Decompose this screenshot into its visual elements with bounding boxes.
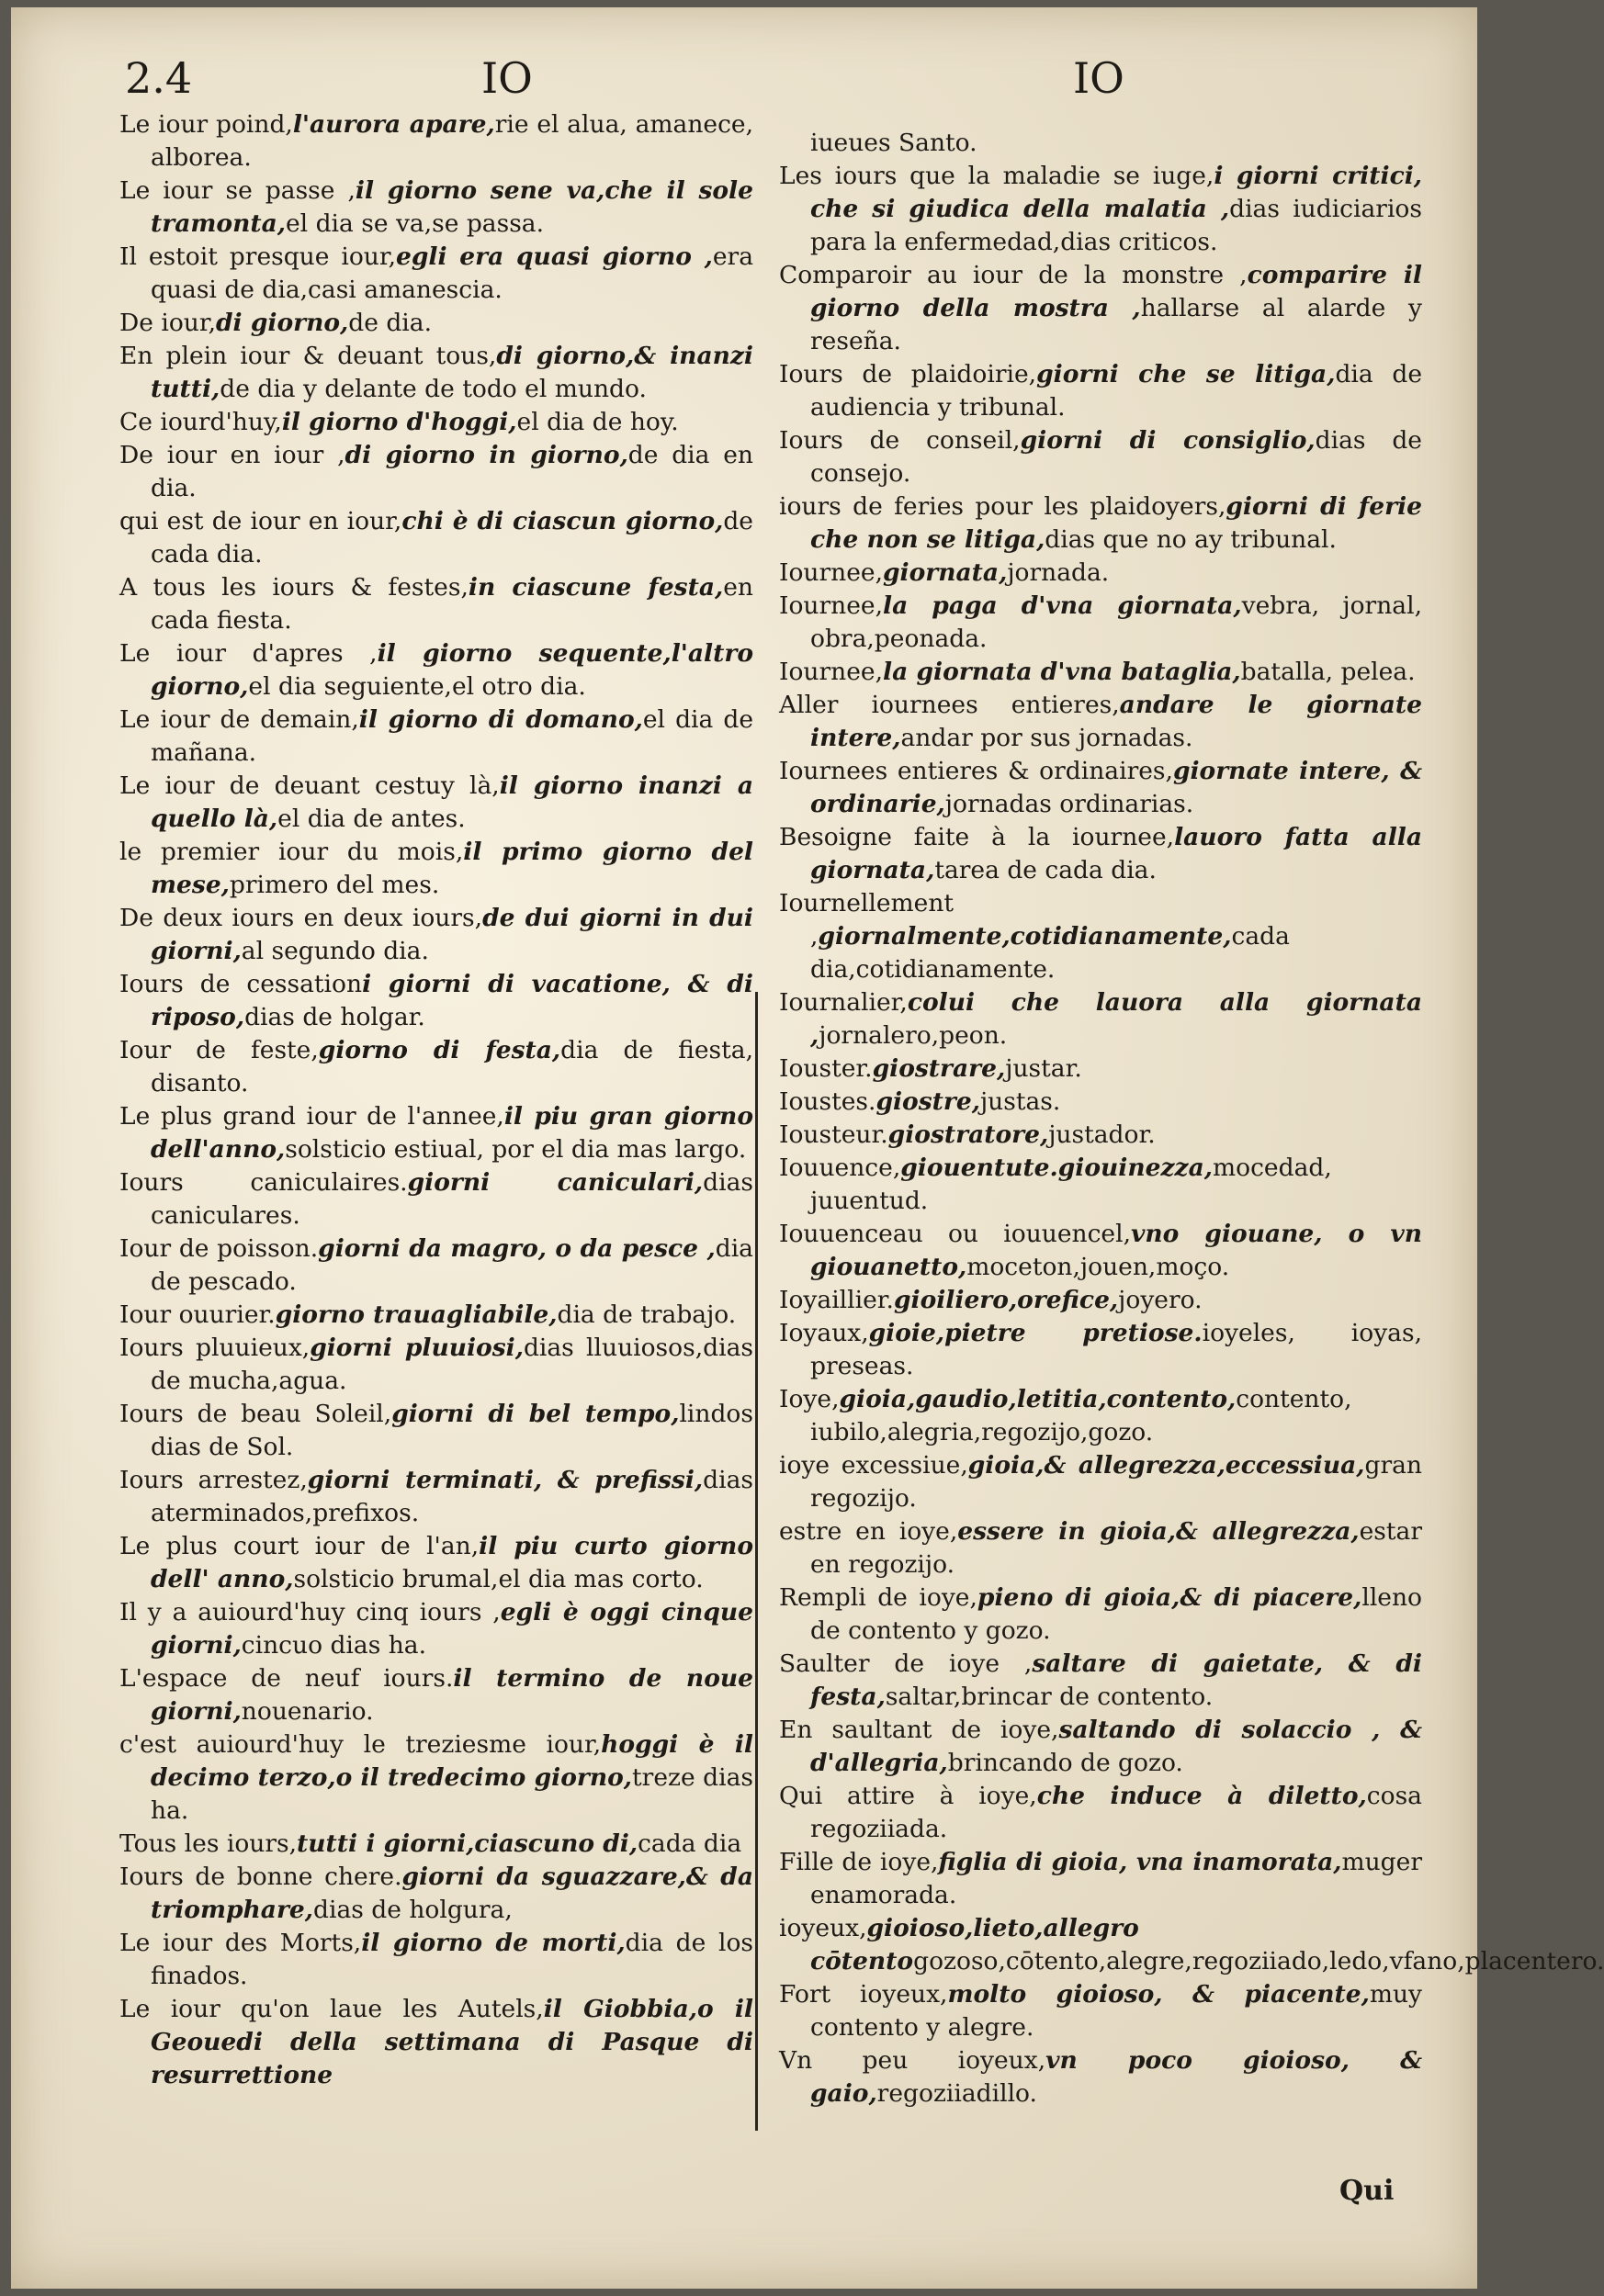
left-running-head: IO bbox=[481, 53, 533, 103]
italian-term: la paga d'vna giornata, bbox=[883, 591, 1242, 620]
french-term: Le iour d'apres , bbox=[119, 639, 378, 668]
italian-term: andare le giornate intere, bbox=[810, 691, 1422, 752]
spanish-term: dia de trabajo. bbox=[557, 1300, 737, 1329]
italian-term: i giorni di vacatione, & di riposo, bbox=[151, 970, 753, 1031]
italian-term: saltando di solaccio , & d'allegria, bbox=[810, 1716, 1422, 1777]
spanish-term: dias de holgura, bbox=[313, 1896, 513, 1924]
dictionary-entry bbox=[779, 1052, 1422, 1086]
dictionary-entry bbox=[779, 1515, 1422, 1581]
spanish-term: el dia de hoy. bbox=[516, 408, 679, 436]
dictionary-entry bbox=[779, 590, 1422, 656]
italian-term: l'aurora apare, bbox=[292, 110, 495, 139]
italian-term: saltare di gaietate, & di festa, bbox=[810, 1649, 1423, 1711]
french-term: Les iours que la maladie se iuge, bbox=[779, 162, 1214, 190]
dictionary-entry bbox=[779, 1978, 1422, 2044]
spanish-term: ioyeles, ioyas, preseas. bbox=[810, 1319, 1422, 1380]
dictionary-entry bbox=[119, 1861, 753, 1927]
dictionary-entry bbox=[779, 127, 1422, 160]
italian-term: giornate intere, & ordinarie, bbox=[810, 757, 1422, 818]
italian-term: il Giobbia,o il Geouedi della settimana di Pasque di resurrettione bbox=[151, 1995, 754, 2089]
spanish-term: de dia en dia. bbox=[151, 441, 753, 502]
spanish-term: gran regozijo. bbox=[810, 1451, 1422, 1513]
dictionary-entry bbox=[779, 1449, 1422, 1515]
french-term: A tous les iours & festes, bbox=[119, 573, 469, 602]
french-term: Iours de plaidoirie, bbox=[779, 360, 1037, 388]
spanish-term: dias caniculares. bbox=[151, 1168, 753, 1230]
spanish-term: solsticio estiual, por el dia mas largo. bbox=[285, 1135, 747, 1164]
spanish-term: dias aterminados,prefixos. bbox=[151, 1466, 753, 1527]
dictionary-entry bbox=[779, 1714, 1422, 1780]
spanish-term: dias lluuiosos,dias de mucha,agua. bbox=[151, 1334, 753, 1395]
french-term: Le iour poind, bbox=[119, 110, 293, 139]
right-column bbox=[779, 127, 1604, 2110]
french-term: Le iour qu'on laue les Autels, bbox=[119, 1995, 544, 2023]
french-term: Iours pluuieux, bbox=[119, 1334, 311, 1362]
french-term: Vn peu ioyeux, bbox=[779, 2046, 1046, 2075]
italian-term: de dui giorni in dui giorni, bbox=[151, 904, 753, 965]
italian-term: vno giouane, o vn giouanetto, bbox=[810, 1220, 1422, 1281]
right-running-head: IO bbox=[1073, 53, 1124, 103]
spanish-term: jornadas ordinarias. bbox=[944, 790, 1194, 818]
french-term: Iousteur. bbox=[779, 1120, 888, 1149]
french-term: estre en ioye, bbox=[779, 1517, 958, 1546]
french-term: De deux iours en deux iours, bbox=[119, 904, 483, 932]
french-term: Besoigne faite à la iournee, bbox=[779, 823, 1175, 851]
spanish-term: muy contento y alegre. bbox=[810, 1980, 1422, 2042]
dictionary-entry bbox=[779, 1317, 1422, 1383]
dictionary-entry bbox=[779, 1086, 1422, 1119]
french-term: De iour, bbox=[119, 309, 217, 337]
dictionary-entry bbox=[119, 1993, 753, 2092]
italian-term: che induce à diletto, bbox=[1036, 1782, 1367, 1810]
italian-term: giorni da sguazzare,& da triomphare, bbox=[151, 1863, 753, 1924]
french-term: Iour de poisson. bbox=[119, 1234, 319, 1263]
french-term: Ioyaux, bbox=[779, 1319, 869, 1347]
dictionary-entry bbox=[119, 1662, 753, 1728]
dictionary-entry bbox=[779, 557, 1422, 590]
spanish-term: jornalero,peon. bbox=[819, 1021, 1008, 1050]
dictionary-entry bbox=[779, 1152, 1422, 1218]
dictionary-entry bbox=[779, 1912, 1604, 1978]
spanish-term: dia de audiencia y tribunal. bbox=[810, 360, 1423, 422]
french-term: Iour ouurier. bbox=[119, 1300, 276, 1329]
italian-term: essere in gioia,& allegrezza, bbox=[957, 1517, 1360, 1546]
french-term: Le plus grand iour de l'annee, bbox=[119, 1102, 504, 1131]
italian-term: tutti i giorni,ciascuno di, bbox=[297, 1829, 638, 1858]
dictionary-entry bbox=[119, 1728, 753, 1828]
french-term: En plein iour & deuant tous, bbox=[119, 342, 497, 370]
dictionary-entry bbox=[119, 1034, 753, 1100]
french-term: Iours arrestez, bbox=[119, 1466, 308, 1494]
italian-term: giorni di ferie che non se litiga, bbox=[810, 492, 1422, 554]
column-rule bbox=[755, 992, 758, 2131]
dictionary-entry bbox=[779, 490, 1422, 557]
french-term: Le iour des Morts, bbox=[119, 1929, 362, 1957]
italian-term: lauoro fatta alla giornata, bbox=[810, 823, 1423, 884]
spanish-term: batalla, pelea. bbox=[1240, 658, 1416, 686]
dictionary-entry bbox=[119, 1530, 753, 1596]
spanish-term: dias que no ay tribunal. bbox=[1045, 525, 1337, 554]
italian-term: il giorno sene va,che il sole tramonta, bbox=[151, 176, 753, 238]
french-term: Iournees entieres & ordinaires, bbox=[779, 757, 1173, 785]
dictionary-entry bbox=[119, 1596, 753, 1662]
dictionary-entry bbox=[119, 770, 753, 836]
french-term: Iours de conseil, bbox=[779, 426, 1021, 455]
italian-term: giorni terminati, & prefissi, bbox=[307, 1466, 704, 1494]
dictionary-entry bbox=[119, 1299, 753, 1332]
italian-term: giouentute.giouinezza, bbox=[900, 1154, 1213, 1182]
french-term: Fort ioyeux, bbox=[779, 1980, 948, 2009]
spanish-term: lleno de contento y gozo. bbox=[810, 1583, 1423, 1645]
french-term: Saulter de ioye , bbox=[779, 1649, 1033, 1678]
french-term: L'espace de neuf iours. bbox=[119, 1664, 454, 1693]
dictionary-entry bbox=[119, 1232, 753, 1299]
italian-term: il giorno d'hoggi, bbox=[281, 408, 517, 436]
dictionary-entry bbox=[779, 821, 1422, 887]
dictionary-entry bbox=[119, 241, 753, 307]
spanish-term: era quasi de dia,casi amanescia. bbox=[151, 242, 753, 304]
dictionary-entry bbox=[119, 1464, 753, 1530]
french-term: Le iour se passe , bbox=[119, 176, 356, 205]
french-term: Rempli de ioye, bbox=[779, 1583, 977, 1612]
italian-term: chi è di ciascun giorno, bbox=[401, 507, 724, 535]
spanish-term: hallarse al alarde y reseña. bbox=[810, 294, 1422, 355]
italian-term: colui che lauora alla giornata , bbox=[810, 988, 1422, 1050]
dictionary-entry bbox=[779, 424, 1422, 490]
italian-term: egli è oggi cinque giorni, bbox=[151, 1598, 753, 1660]
dictionary-entry bbox=[119, 1100, 753, 1166]
italian-term: figlia di gioia, vna inamorata, bbox=[938, 1848, 1342, 1876]
italian-term: giorni caniculari, bbox=[407, 1168, 704, 1197]
dictionary-entry bbox=[119, 340, 753, 406]
italian-term: il giorno inanzi a quello là, bbox=[151, 771, 753, 833]
dictionary-entry bbox=[119, 108, 753, 174]
italian-term: giorno di festa, bbox=[318, 1036, 561, 1064]
french-term: Iournalier, bbox=[779, 988, 908, 1017]
spanish-term: moceton,jouen,moço. bbox=[966, 1253, 1230, 1281]
french-term: ioyeux, bbox=[779, 1914, 867, 1942]
italian-term: molto gioioso, & piacente, bbox=[947, 1980, 1370, 2009]
italian-term: di giorno in giorno, bbox=[345, 441, 628, 469]
french-term: Le plus court iour de l'an, bbox=[119, 1532, 480, 1560]
dictionary-entry bbox=[119, 174, 753, 241]
italian-term: di giorno,& inanzi tutti, bbox=[151, 342, 753, 403]
spanish-term: nouenario. bbox=[241, 1697, 374, 1726]
italian-term: giorni pluuiosi, bbox=[310, 1334, 524, 1362]
french-term: Il estoit presque iour, bbox=[119, 242, 397, 271]
spanish-term: de cada dia. bbox=[151, 507, 753, 568]
french-term: Fille de ioye, bbox=[779, 1848, 939, 1876]
spanish-term: iueues Santo. bbox=[810, 129, 977, 157]
italian-term: giorno trauagliabile, bbox=[275, 1300, 558, 1329]
italian-term: il primo giorno del mese, bbox=[151, 838, 753, 899]
french-term: Ioye, bbox=[779, 1385, 840, 1413]
italian-term: il giorno sequente,l'altro giorno, bbox=[151, 639, 753, 701]
dictionary-entry bbox=[779, 656, 1422, 689]
italian-term: giorni di consiglio, bbox=[1020, 426, 1316, 455]
dictionary-entry bbox=[779, 887, 1422, 986]
spanish-term: lindos dias de Sol. bbox=[151, 1400, 753, 1461]
dictionary-entry bbox=[779, 2044, 1422, 2110]
spanish-term: vebra, jornal, obra,peonada. bbox=[810, 591, 1422, 653]
french-term: Le iour de demain, bbox=[119, 705, 359, 734]
italian-term: hoggi è il decimo terzo,o il tredecimo giorno, bbox=[151, 1730, 753, 1792]
spanish-term: el dia de antes. bbox=[277, 805, 466, 833]
spanish-term: solsticio brumal,el dia mas corto. bbox=[293, 1565, 704, 1593]
french-term: Ce iourd'huy, bbox=[119, 408, 282, 436]
french-term: Il y a auiourd'huy cinq iours , bbox=[119, 1598, 501, 1626]
italian-term: gioioso,lieto,allegro cōtento bbox=[810, 1914, 1139, 1975]
french-term: Iournellement , bbox=[779, 889, 954, 951]
french-term: Comparoir au iour de la monstre , bbox=[779, 261, 1248, 289]
italian-term: il termino de noue giorni, bbox=[151, 1664, 753, 1726]
spanish-term: dias iudiciarios para la enfermedad,dias criticos. bbox=[810, 195, 1422, 256]
dictionary-entry bbox=[779, 689, 1422, 755]
spanish-term: cada dia bbox=[638, 1829, 742, 1858]
dictionary-entry bbox=[779, 986, 1422, 1052]
spanish-term: justador. bbox=[1048, 1120, 1156, 1149]
italian-term: giorni che se litiga, bbox=[1036, 360, 1336, 388]
catchword: Qui bbox=[1339, 2175, 1395, 2207]
spanish-term: regoziiadillo. bbox=[876, 2079, 1037, 2108]
italian-term: il piu gran giorno dell'anno, bbox=[151, 1102, 753, 1164]
dictionary-entry bbox=[779, 160, 1422, 259]
french-term: Iournee, bbox=[779, 558, 884, 587]
french-term: ioye excessiue, bbox=[779, 1451, 968, 1480]
spanish-term: primero del mes. bbox=[229, 871, 440, 899]
french-term: Iournee, bbox=[779, 591, 884, 620]
french-term: Iours de beau Soleil, bbox=[119, 1400, 392, 1428]
spanish-term: dias de holgar. bbox=[244, 1003, 425, 1031]
dictionary-entry bbox=[779, 358, 1422, 424]
spanish-term: de dia. bbox=[348, 309, 432, 337]
dictionary-entry bbox=[119, 406, 753, 439]
italian-term: giornalmente,cotidianamente, bbox=[818, 922, 1232, 951]
italian-term: giostrare, bbox=[872, 1054, 1006, 1083]
spanish-term: saltar,brincar de contento. bbox=[885, 1683, 1214, 1711]
italian-term: il giorno de morti, bbox=[361, 1929, 626, 1957]
dictionary-entry bbox=[119, 1332, 753, 1398]
dictionary-entry bbox=[779, 1218, 1422, 1284]
italian-term: il giorno di domano, bbox=[358, 705, 643, 734]
spanish-term: justar. bbox=[1005, 1054, 1082, 1083]
french-term: le premier iour du mois, bbox=[119, 838, 464, 866]
french-term: Ioustes. bbox=[779, 1087, 876, 1116]
spanish-term: de dia y delante de todo el mundo. bbox=[220, 375, 647, 403]
spanish-term: joyero. bbox=[1118, 1286, 1203, 1314]
italian-term: egli era quasi giorno , bbox=[396, 242, 713, 271]
spanish-term: el dia seguiente,el otro dia. bbox=[248, 672, 586, 701]
dictionary-entry bbox=[779, 259, 1422, 358]
italian-term: il piu curto giorno dell' anno, bbox=[151, 1532, 753, 1593]
italian-term: giornata, bbox=[883, 558, 1008, 587]
spanish-term: el dia se va,se passa. bbox=[286, 209, 545, 238]
french-term: Le iour de deuant cestuy là, bbox=[119, 771, 500, 800]
spanish-term: treze dias ha. bbox=[151, 1763, 753, 1825]
french-term: Aller iournees entieres, bbox=[779, 691, 1120, 719]
italian-term: vn poco gioioso, & gaio, bbox=[810, 2046, 1422, 2108]
left-column bbox=[119, 108, 753, 2092]
dictionary-entry bbox=[779, 755, 1422, 821]
dictionary-entry bbox=[779, 1846, 1422, 1912]
spanish-term: jornada. bbox=[1007, 558, 1110, 587]
spanish-term: cada dia,cotidianamente. bbox=[810, 922, 1290, 984]
italian-term: gioia,gaudio,letitia,contento, bbox=[839, 1385, 1237, 1413]
spanish-term: contento, iubilo,alegria,regozijo,gozo. bbox=[810, 1385, 1352, 1446]
french-term: En saultant de ioye, bbox=[779, 1716, 1059, 1744]
italian-term: giorni da magro, o da pesce , bbox=[318, 1234, 716, 1263]
french-term: Iournee, bbox=[779, 658, 884, 686]
french-term: Iours de bonne chere. bbox=[119, 1863, 402, 1891]
dictionary-entry bbox=[119, 836, 753, 902]
spanish-term: cincuo dias ha. bbox=[241, 1631, 427, 1660]
italian-term: gioie,pietre pretiose. bbox=[868, 1319, 1203, 1347]
french-term: qui est de iour en iour, bbox=[119, 507, 402, 535]
dictionary-entry bbox=[119, 1828, 753, 1861]
dictionary-entry bbox=[779, 1780, 1422, 1846]
spanish-term: rie el alua, amanece, alborea. bbox=[151, 110, 754, 172]
dictionary-entry bbox=[779, 1648, 1422, 1714]
dictionary-entry bbox=[119, 1927, 753, 1993]
french-term: Iour de feste, bbox=[119, 1036, 319, 1064]
french-term: Iours caniculaires. bbox=[119, 1168, 408, 1197]
french-term: Iouster. bbox=[779, 1054, 873, 1083]
dictionary-entry bbox=[779, 1581, 1422, 1648]
italian-term: giorni di bel tempo, bbox=[391, 1400, 680, 1428]
dictionary-entry bbox=[119, 1166, 753, 1232]
dictionary-entry bbox=[119, 571, 753, 637]
spanish-term: dia de los finados. bbox=[151, 1929, 753, 1990]
spanish-term: andar por sus jornadas. bbox=[900, 724, 1193, 752]
french-term: Tous les iours, bbox=[119, 1829, 298, 1858]
french-term: Qui attire à ioye, bbox=[779, 1782, 1037, 1810]
italian-term: giostre, bbox=[875, 1087, 980, 1116]
french-term: iours de feries pour les plaidoyers, bbox=[779, 492, 1226, 521]
french-term: Iouuence, bbox=[779, 1154, 901, 1182]
spanish-term: estar en regozijo. bbox=[810, 1517, 1423, 1579]
french-term: c'est auiourd'huy le treziesme iour, bbox=[119, 1730, 602, 1759]
italian-term: giostratore, bbox=[887, 1120, 1049, 1149]
spanish-term: dia de pescado. bbox=[151, 1234, 753, 1296]
dictionary-entry bbox=[779, 1383, 1422, 1449]
italian-term: comparire il giorno della mostra , bbox=[810, 261, 1422, 322]
spanish-term: el dia de mañana. bbox=[151, 705, 754, 767]
spanish-term: tarea de cada dia. bbox=[934, 856, 1157, 884]
dictionary-entry bbox=[119, 1398, 753, 1464]
spanish-term: justas. bbox=[979, 1087, 1061, 1116]
spanish-term: cosa regoziiada. bbox=[810, 1782, 1422, 1843]
french-term: De iour en iour , bbox=[119, 441, 345, 469]
spanish-term: brincando de gozo. bbox=[947, 1749, 1183, 1777]
dictionary-entry bbox=[119, 968, 753, 1034]
italian-term: i giorni critici, che si giudica della malatia , bbox=[810, 162, 1422, 223]
french-term: Iouuenceau ou iouuencel, bbox=[779, 1220, 1132, 1248]
spanish-term: muger enamorada. bbox=[810, 1848, 1422, 1909]
spanish-term: gozoso,cōtento,alegre,regoziiado,ledo,vfano,placentero. bbox=[913, 1947, 1604, 1975]
page-number: 2.4 bbox=[125, 53, 193, 103]
dictionary-entry bbox=[119, 637, 753, 703]
dictionary-entry bbox=[779, 1119, 1422, 1152]
dictionary-entry bbox=[779, 1284, 1422, 1317]
spanish-term: al segundo dia. bbox=[241, 937, 429, 965]
italian-term: pieno di gioia,& di piacere, bbox=[977, 1583, 1362, 1612]
spanish-term: mocedad, juuentud. bbox=[810, 1154, 1332, 1215]
dictionary-entry bbox=[119, 902, 753, 968]
french-term: Ioyaillier. bbox=[779, 1286, 894, 1314]
dictionary-entry bbox=[119, 703, 753, 770]
spanish-term: en cada fiesta. bbox=[151, 573, 753, 635]
dictionary-entry bbox=[119, 307, 753, 340]
italian-term: in ciascune festa, bbox=[468, 573, 724, 602]
italian-term: la giornata d'vna bataglia, bbox=[883, 658, 1241, 686]
dictionary-entry bbox=[119, 439, 753, 505]
spanish-term: dia de fiesta, disanto. bbox=[151, 1036, 753, 1097]
italian-term: gioia,& allegrezza,eccessiua, bbox=[967, 1451, 1365, 1480]
italian-term: gioiliero,orefice, bbox=[893, 1286, 1119, 1314]
spanish-term: dias de consejo. bbox=[810, 426, 1422, 488]
italian-term: di giorno, bbox=[216, 309, 349, 337]
dictionary-entry bbox=[119, 505, 753, 571]
french-term: Iours de cessation bbox=[119, 970, 363, 998]
